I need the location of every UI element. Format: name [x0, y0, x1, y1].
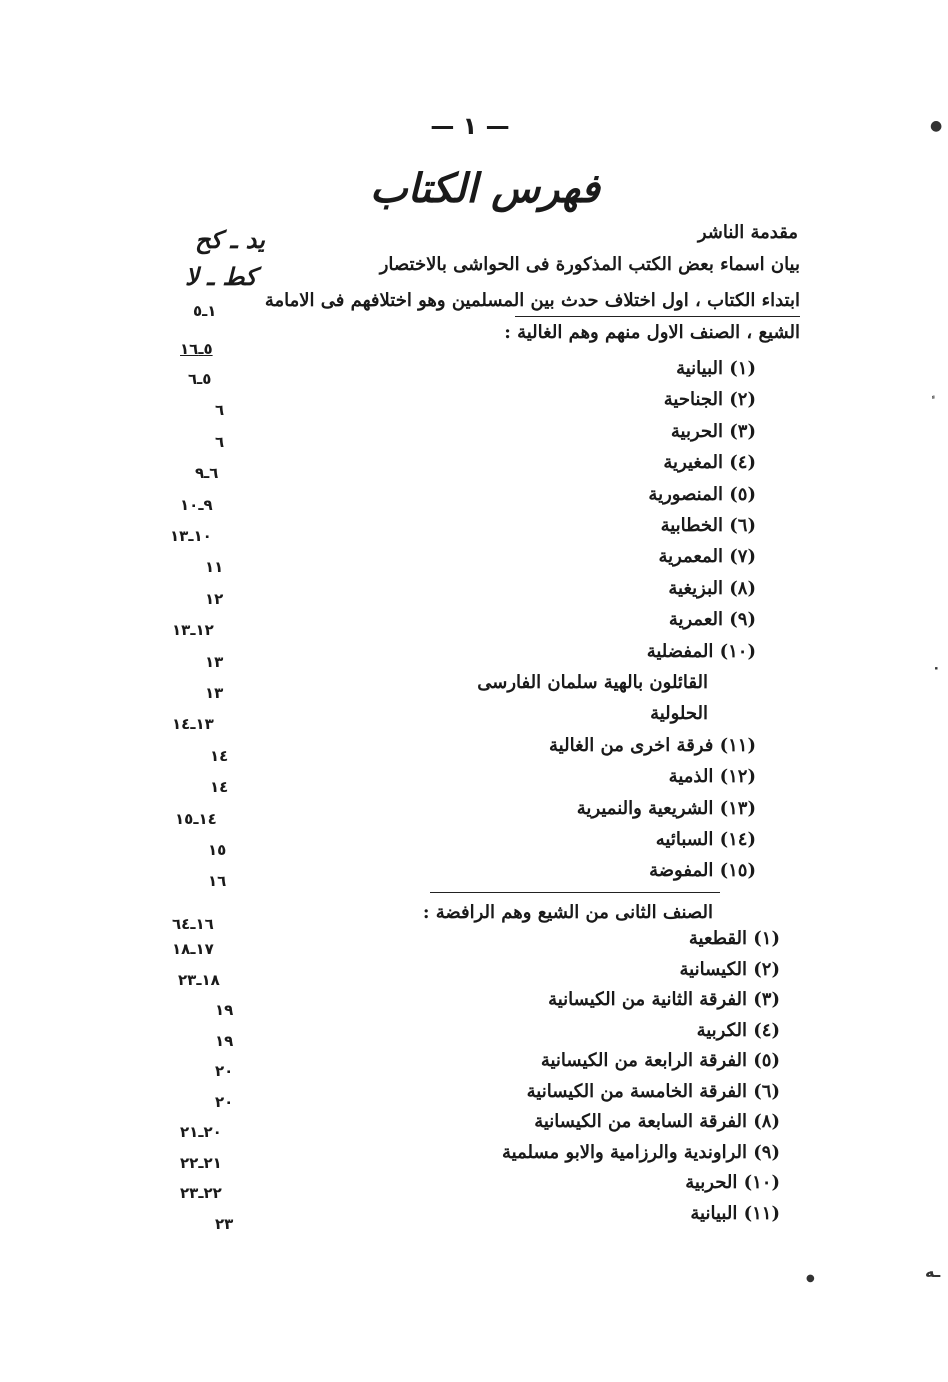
toc-page: ١٢ — [205, 589, 224, 608]
toc-entry: (٣) الفرقة الثانية من الكيسانية — [548, 989, 780, 1010]
toc-page: ٢١ـ٢٢ — [180, 1153, 222, 1172]
toc-page: ١٠ـ١٣ — [170, 527, 212, 545]
toc-page: ٢٠ـ٢١ — [180, 1123, 222, 1141]
toc-entry: (٩) الراوندية والرزامية والابو مسلمية — [502, 1141, 780, 1163]
divider — [515, 316, 800, 317]
toc-page: ١٦ — [208, 872, 227, 891]
toc-page: ١٦ـ٦٤ — [172, 915, 214, 933]
margin-mark: ● — [930, 118, 943, 134]
toc-entry: (١١) البيانية — [690, 1202, 780, 1224]
toc-entry: (٤) المغيرية — [663, 452, 756, 474]
toc-entry: (٤) الكربية — [696, 1019, 780, 1041]
toc-page: ١ـ٥ — [193, 302, 217, 320]
toc-page: ٢٠ — [215, 1092, 234, 1111]
toc-entry: (٨) الفرقة السابعة من الكيسانية — [534, 1111, 780, 1132]
toc-entry: (٨) البزيغية — [668, 577, 756, 599]
toc-page: ٢٣ — [215, 1214, 234, 1233]
toc-entry: (١) البيانية — [676, 358, 756, 379]
toc-entry: (١٠) المفضلية — [646, 640, 756, 662]
toc-entry: (٢) الكيسانية — [679, 958, 780, 980]
toc-entry: (١٣) الشريعية والنميرية — [576, 797, 756, 819]
toc-page: ٢٠ — [215, 1062, 234, 1080]
toc-entry: (٩) العمرية — [668, 609, 756, 631]
toc-entry: (٦) الخطابية — [660, 515, 756, 536]
toc-page: ١٤ — [210, 778, 229, 797]
margin-mark: ٠ — [932, 660, 941, 676]
toc-entry: بيان اسماء بعض الكتب المذكورة فى الحواشى بالاختصار — [379, 254, 800, 275]
toc-entry: (٦) الفرقة الخامسة من الكيسانية — [526, 1080, 780, 1102]
toc-entry: (٥) الفرقة الرابعة من الكيسانية — [540, 1050, 780, 1071]
toc-entry: (١٥) المفوضة — [649, 860, 756, 882]
toc-entry: الشيع ، الصنف الاول منهم وهم الغالية : — [504, 322, 800, 343]
toc-page: ٢٢ـ٢٣ — [180, 1184, 222, 1202]
toc-page: ١٥ — [208, 841, 227, 859]
toc-entry: (٧) المعمرية — [658, 546, 756, 568]
margin-mark: ● — [806, 1273, 815, 1284]
toc-entry: (١٠) الحربية — [685, 1172, 780, 1193]
toc-entry: (٢) الجناحية — [663, 389, 756, 411]
toc-page: ٥ـ١٦ — [180, 340, 213, 358]
toc-page: ١١ — [205, 558, 224, 577]
toc-page: ١٣ — [205, 652, 224, 671]
toc-page: ١٣ — [205, 684, 224, 702]
margin-mark: ـه — [925, 1262, 941, 1281]
toc-entry: الحلولية — [650, 703, 708, 725]
toc-page: ١٢ـ١٣ — [172, 621, 214, 640]
toc-page: ١٣ـ١٤ — [172, 715, 214, 734]
toc-page: يد ـ كح — [195, 225, 265, 254]
toc-page: ٥ـ٦ — [188, 370, 212, 388]
toc-entry: ابتداء الكتاب ، اول اختلاف حدث بين المسلمين وهو اختلافهم فى الامامة — [264, 290, 800, 311]
toc-page: ٦ — [215, 401, 225, 420]
toc-entry: مقدمة الناشر — [697, 222, 798, 243]
toc-entry: الصنف الثانى من الشيع وهم الرافضة : — [422, 902, 713, 923]
toc-page: ١٤ — [210, 746, 229, 765]
toc-page: ١٩ — [215, 1031, 234, 1050]
toc-entry: (١) القطعية — [688, 928, 780, 949]
page-number: — ١ — — [430, 112, 510, 140]
toc-page: ١٩ — [215, 1001, 234, 1019]
toc-page: ١٧ـ١٨ — [172, 940, 214, 958]
toc-entry: (١٢) الذمية — [668, 766, 756, 788]
toc-page: ١٨ـ٢٣ — [178, 970, 220, 989]
toc-page: كط ـ لا — [185, 262, 257, 291]
toc-entry: القائلون بالهية سلمان الفارسى — [477, 672, 708, 693]
toc-page: ٩ـ١٠ — [180, 495, 213, 514]
toc-entry: (٣) الحربية — [670, 420, 756, 442]
divider — [430, 892, 720, 893]
toc-page: ٦ـ٩ — [195, 464, 219, 483]
toc-page: ١٤ـ١٥ — [175, 809, 217, 828]
page-title: فهرس الكتاب — [370, 165, 600, 212]
toc-entry: (٥) المنصورية — [648, 483, 756, 505]
toc-entry: (١٤) السبائيه — [655, 829, 756, 850]
toc-page: ٦ — [215, 432, 225, 451]
toc-entry: (١١) فرقة اخرى من الغالية — [549, 734, 756, 756]
